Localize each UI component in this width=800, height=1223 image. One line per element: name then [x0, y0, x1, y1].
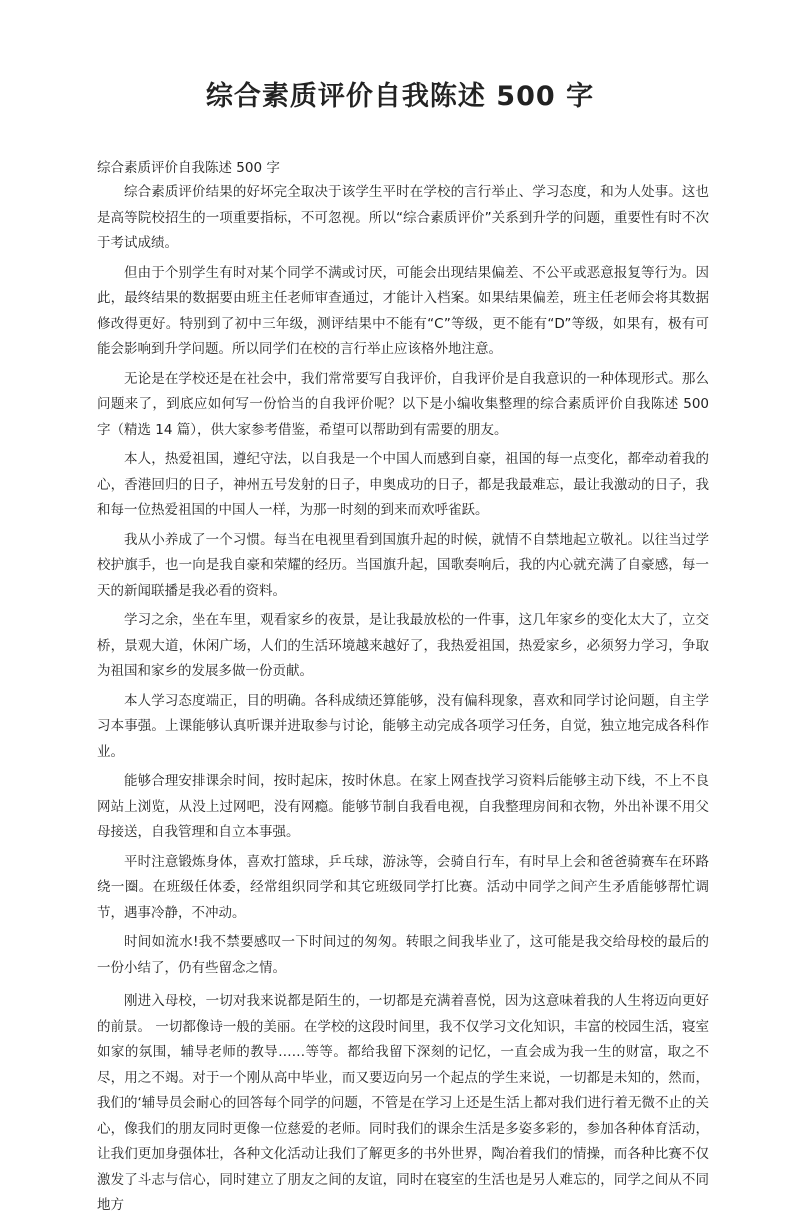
paragraph: 平时注意锻炼身体，喜欢打篮球，乒乓球，游泳等，会骑自行车，有时早上会和爸爸骑赛车在环路绕一圈。在班级任体委，经常组织同学和其它班级同学打比赛。活动中同学之间产生矛盾能够帮忙调节，遇事冷静，不冲动。 [97, 853, 709, 921]
document-subtitle: 综合素质评价自我陈述 500 字 [97, 160, 280, 176]
paragraph: 能够合理安排课余时间，按时起床，按时休息。在家上网查找学习资料后能够主动下线，不上不良网站上浏览，从没上过网吧，没有网瘾。能够节制自我看电视，自我整理房间和衣物，外出补课不用父母接送，自我管理和自立本事强。 [97, 773, 709, 840]
document-body [97, 180, 709, 1223]
paragraph: 无论是在学校还是在社会中，我们常常要写自我评价，自我评价是自我意识的一种体现形式。那么问题来了，到底应如何写一份恰当的自我评价呢？以下是小编收集整理的综合素质评价自我陈述 500 字（精选 14 篇），供大家参考借鉴，希望可以帮助到有需要的朋友。 [97, 370, 709, 438]
paragraph: 学习之余，坐在车里，观看家乡的夜景，是让我最放松的一件事，这几年家乡的变化太大了，立交桥，景观大道，休闲广场，人们的生活环境越来越好了，我热爱祖国，热爱家乡，必须努力学习，争取为祖国和家乡的发展多做一份贡献。 [97, 612, 709, 679]
paragraph: 综合素质评价结果的好坏完全取决于该学生平时在学校的言行举止、学习态度，和为人处事。这也是高等院校招生的一项重要指标，不可忽视。所以“综合素质评价”关系到升学的问题，重要性有时不次于考试成绩。 [97, 184, 709, 251]
paragraph: 但由于个别学生有时对某个同学不满或讨厌，可能会出现结果偏差、不公平或恶意报复等行为。因此，最终结果的数据要由班主任老师审查通过，才能计入档案。如果结果偏差，班主任老师会将其数据修改得更好。特别到了初中三年级，测评结果中不能有“C”等级，更不能有“D”等级，如果有，极有可能会影响到升学问题。所以同学们在校的言行举止应该格外地注意。 [97, 264, 709, 357]
paragraph: 本人学习态度端正，目的明确。各科成绩还算能够，没有偏科现象，喜欢和同学讨论问题，自主学习本事强。上课能够认真听课并进取参与讨论，能够主动完成各项学习任务，自觉，独立地完成各科作业。 [97, 692, 709, 760]
paragraph: 刚进入母校，一切对我来说都是陌生的，一切都是充满着喜悦，因为这意味着我的人生将迈向更好的前景。 一切都像诗一般的美丽。在学校的这段时间里，我不仅学习文化知识，丰富的校园生活，寝室如家的氛围，辅导老师的教导……等等。都给我留下深刻的记忆，一直会成为我一生的财富，取之不尽，用之不竭。对于一个刚从高中毕业，而又要迈向另一个起点的学生来说，一切都是未知的，然而，我们的‘辅导员会耐心的回答每个同学的问题，不管是在学习上还是生活上都对我们进行着无微不止的关心，像我们的朋友同时更像一位慈爱的老师。同时我们的课余生活是多姿多彩的，参加各种体育活动，让我们更加身强体壮，各种文化活动让我们了解更多的书外世界，陶冶着我们的情操，而各种比赛不仅激发了斗志与信心，同时建立了朋友之间的友谊，同时在寝室的生活也是另人难忘的，同学之间从不同地方 [97, 993, 709, 1213]
paragraph: 我从小养成了一个习惯。每当在电视里看到国旗升起的时候，就情不自禁地起立敬礼。以往当过学校护旗手，也一向是我自豪和荣耀的经历。当国旗升起，国歌奏响后，我的内心就充满了自豪感，每一天的新闻联播是我必看的资料。 [97, 531, 709, 599]
paragraph: 时间如流水!我不禁要感叹一下时间过的匆匆。转眼之间我毕业了，这可能是我交给母校的最后的一份小结了，仍有些留念之情。 [97, 934, 709, 976]
document-title: 综合素质评价自我陈述 500 字 [205, 81, 595, 112]
paragraph: 本人，热爱祖国，遵纪守法，以自我是一个中国人而感到自豪，祖国的每一点变化，都牵动着我的心，香港回归的日子，神州五号发射的日子，申奥成功的日子，都是我最难忘，最让我激动的日子，我和每一位热爱祖国的中国人一样，为那一时刻的到来而欢呼雀跃。 [97, 451, 709, 518]
